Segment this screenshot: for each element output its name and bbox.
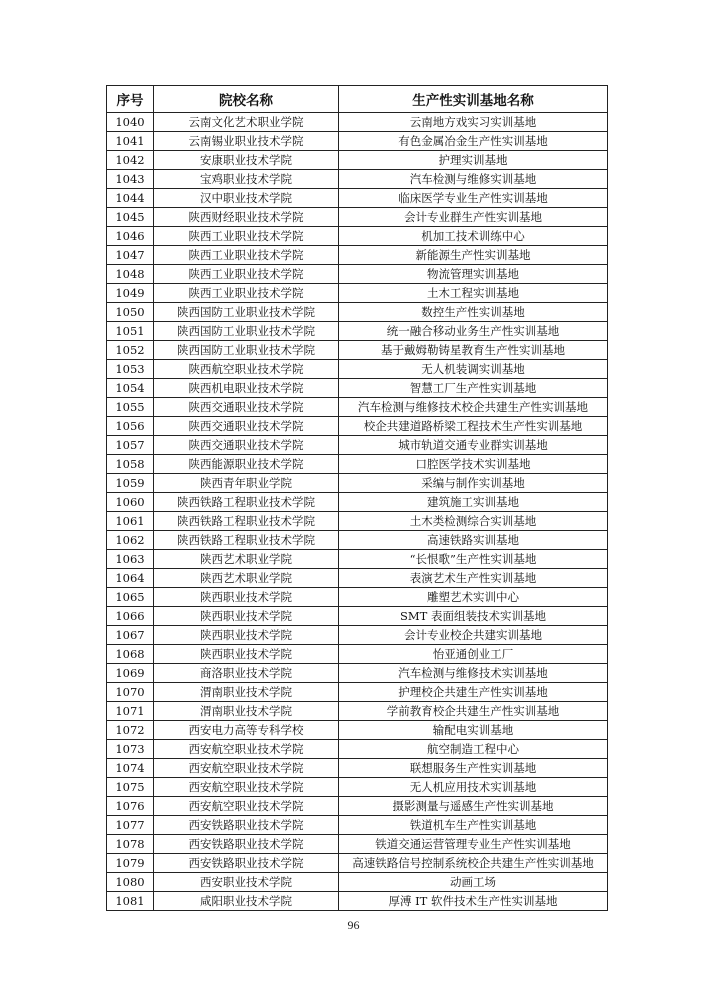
- row-school-cell: 渭南职业技术学院: [154, 683, 339, 702]
- row-id-cell: 1045: [107, 208, 154, 227]
- row-id-cell: 1049: [107, 284, 154, 303]
- table-row: [107, 417, 608, 436]
- row-school-cell: 宝鸡职业技术学院: [154, 170, 339, 189]
- row-id-cell: 1081: [107, 892, 154, 911]
- row-base-cell: 城市轨道交通专业群实训基地: [339, 436, 608, 455]
- row-base-cell: 校企共建道路桥梁工程技术生产性实训基地: [339, 417, 608, 436]
- row-base-cell: 怡亚通创业工厂: [339, 645, 608, 664]
- table-row: [107, 626, 608, 645]
- row-school-cell: 咸阳职业技术学院: [154, 892, 339, 911]
- row-base-cell: 厚溥 IT 软件技术生产性实训基地: [339, 892, 608, 911]
- row-base-cell: 汽车检测与维修技术实训基地: [339, 664, 608, 683]
- row-id-cell: 1040: [107, 113, 154, 132]
- row-school-cell: 陕西工业职业技术学院: [154, 284, 339, 303]
- table-row: [107, 341, 608, 360]
- table-row: [107, 398, 608, 417]
- row-id-cell: 1044: [107, 189, 154, 208]
- row-base-cell: 建筑施工实训基地: [339, 493, 608, 512]
- table-row: [107, 740, 608, 759]
- row-school-cell: 陕西青年职业学院: [154, 474, 339, 493]
- row-school-cell: 西安航空职业技术学院: [154, 740, 339, 759]
- row-base-cell: 航空制造工程中心: [339, 740, 608, 759]
- row-base-cell: 高速铁路实训基地: [339, 531, 608, 550]
- row-school-cell: 陕西交通职业技术学院: [154, 417, 339, 436]
- table-row: [107, 835, 608, 854]
- row-school-cell: 商洛职业技术学院: [154, 664, 339, 683]
- row-base-cell: 学前教育校企共建生产性实训基地: [339, 702, 608, 721]
- row-id-cell: 1066: [107, 607, 154, 626]
- header-base: 生产性实训基地名称: [339, 86, 608, 113]
- table-row: [107, 246, 608, 265]
- table-row: [107, 569, 608, 588]
- row-base-cell: 有色金属冶金生产性实训基地: [339, 132, 608, 151]
- row-id-cell: 1073: [107, 740, 154, 759]
- row-base-cell: 数控生产性实训基地: [339, 303, 608, 322]
- row-base-cell: 机加工技术训练中心: [339, 227, 608, 246]
- row-base-cell: 无人机应用技术实训基地: [339, 778, 608, 797]
- row-id-cell: 1064: [107, 569, 154, 588]
- row-school-cell: 西安电力高等专科学校: [154, 721, 339, 740]
- row-id-cell: 1046: [107, 227, 154, 246]
- row-base-cell: 雕塑艺术实训中心: [339, 588, 608, 607]
- row-school-cell: 云南文化艺术职业学院: [154, 113, 339, 132]
- row-school-cell: 陕西国防工业职业技术学院: [154, 341, 339, 360]
- row-base-cell: 护理实训基地: [339, 151, 608, 170]
- table-row: [107, 189, 608, 208]
- table-row: [107, 113, 608, 132]
- row-id-cell: 1059: [107, 474, 154, 493]
- row-school-cell: 陕西国防工业职业技术学院: [154, 303, 339, 322]
- row-base-cell: “长恨歌”生产性实训基地: [339, 550, 608, 569]
- table-row: [107, 721, 608, 740]
- row-id-cell: 1069: [107, 664, 154, 683]
- table-row: [107, 588, 608, 607]
- table-row: [107, 208, 608, 227]
- row-base-cell: SMT 表面组装技术实训基地: [339, 607, 608, 626]
- row-id-cell: 1053: [107, 360, 154, 379]
- row-base-cell: 新能源生产性实训基地: [339, 246, 608, 265]
- row-id-cell: 1076: [107, 797, 154, 816]
- row-id-cell: 1060: [107, 493, 154, 512]
- row-school-cell: 陕西航空职业技术学院: [154, 360, 339, 379]
- table-row: [107, 265, 608, 284]
- table-row: [107, 474, 608, 493]
- row-base-cell: 智慧工厂生产性实训基地: [339, 379, 608, 398]
- row-id-cell: 1072: [107, 721, 154, 740]
- row-base-cell: 摄影测量与遥感生产性实训基地: [339, 797, 608, 816]
- table-row: [107, 702, 608, 721]
- table-row: [107, 227, 608, 246]
- row-school-cell: 陕西职业技术学院: [154, 588, 339, 607]
- row-school-cell: 陕西铁路工程职业技术学院: [154, 493, 339, 512]
- row-school-cell: 陕西艺术职业学院: [154, 569, 339, 588]
- row-base-cell: 会计专业群生产性实训基地: [339, 208, 608, 227]
- table-row: [107, 284, 608, 303]
- row-school-cell: 陕西职业技术学院: [154, 607, 339, 626]
- table-row: [107, 531, 608, 550]
- row-id-cell: 1042: [107, 151, 154, 170]
- row-base-cell: 表演艺术生产性实训基地: [339, 569, 608, 588]
- row-school-cell: 陕西交通职业技术学院: [154, 436, 339, 455]
- row-id-cell: 1063: [107, 550, 154, 569]
- row-base-cell: 高速铁路信号控制系统校企共建生产性实训基地: [339, 854, 608, 873]
- row-base-cell: 采编与制作实训基地: [339, 474, 608, 493]
- row-id-cell: 1068: [107, 645, 154, 664]
- row-id-cell: 1048: [107, 265, 154, 284]
- row-base-cell: 动画工场: [339, 873, 608, 892]
- row-base-cell: 联想服务生产性实训基地: [339, 759, 608, 778]
- table-row: [107, 664, 608, 683]
- table-row: [107, 360, 608, 379]
- row-base-cell: 统一融合移动业务生产性实训基地: [339, 322, 608, 341]
- table-row: [107, 854, 608, 873]
- row-school-cell: 西安航空职业技术学院: [154, 797, 339, 816]
- table-row: [107, 303, 608, 322]
- table-row: [107, 759, 608, 778]
- row-id-cell: 1074: [107, 759, 154, 778]
- row-base-cell: 汽车检测与维修实训基地: [339, 170, 608, 189]
- row-base-cell: 云南地方戏实习实训基地: [339, 113, 608, 132]
- table-row: [107, 778, 608, 797]
- row-school-cell: 陕西工业职业技术学院: [154, 265, 339, 284]
- row-id-cell: 1071: [107, 702, 154, 721]
- row-id-cell: 1080: [107, 873, 154, 892]
- row-school-cell: 陕西机电职业技术学院: [154, 379, 339, 398]
- row-base-cell: 土木工程实训基地: [339, 284, 608, 303]
- table-row: [107, 436, 608, 455]
- table-row: [107, 322, 608, 341]
- row-id-cell: 1057: [107, 436, 154, 455]
- table-row: [107, 512, 608, 531]
- row-id-cell: 1061: [107, 512, 154, 531]
- row-school-cell: 西安航空职业技术学院: [154, 759, 339, 778]
- row-base-cell: 临床医学专业生产性实训基地: [339, 189, 608, 208]
- header-id: 序号: [107, 86, 154, 113]
- row-school-cell: 云南锡业职业技术学院: [154, 132, 339, 151]
- row-school-cell: 陕西艺术职业学院: [154, 550, 339, 569]
- training-base-table: [106, 85, 608, 911]
- table-row: [107, 493, 608, 512]
- row-id-cell: 1077: [107, 816, 154, 835]
- row-base-cell: 铁道机车生产性实训基地: [339, 816, 608, 835]
- table-row: [107, 607, 608, 626]
- row-school-cell: 安康职业技术学院: [154, 151, 339, 170]
- row-base-cell: 物流管理实训基地: [339, 265, 608, 284]
- row-school-cell: 汉中职业技术学院: [154, 189, 339, 208]
- row-school-cell: 陕西职业技术学院: [154, 645, 339, 664]
- row-school-cell: 陕西工业职业技术学院: [154, 246, 339, 265]
- row-id-cell: 1070: [107, 683, 154, 702]
- row-id-cell: 1058: [107, 455, 154, 474]
- row-school-cell: 陕西财经职业技术学院: [154, 208, 339, 227]
- table-row: [107, 132, 608, 151]
- row-base-cell: 口腔医学技术实训基地: [339, 455, 608, 474]
- table-row: [107, 170, 608, 189]
- table-row: [107, 550, 608, 569]
- row-school-cell: 西安铁路职业技术学院: [154, 854, 339, 873]
- row-id-cell: 1050: [107, 303, 154, 322]
- table-body: [107, 113, 608, 911]
- row-id-cell: 1043: [107, 170, 154, 189]
- table-row: [107, 683, 608, 702]
- header-school: 院校名称: [154, 86, 339, 113]
- row-id-cell: 1054: [107, 379, 154, 398]
- row-base-cell: 铁道交通运营管理专业生产性实训基地: [339, 835, 608, 854]
- row-base-cell: 基于戴姆勒铸星教育生产性实训基地: [339, 341, 608, 360]
- row-school-cell: 陕西工业职业技术学院: [154, 227, 339, 246]
- row-school-cell: 陕西能源职业技术学院: [154, 455, 339, 474]
- row-school-cell: 陕西铁路工程职业技术学院: [154, 531, 339, 550]
- row-school-cell: 陕西国防工业职业技术学院: [154, 322, 339, 341]
- row-school-cell: 陕西交通职业技术学院: [154, 398, 339, 417]
- row-id-cell: 1062: [107, 531, 154, 550]
- row-base-cell: 无人机装调实训基地: [339, 360, 608, 379]
- row-id-cell: 1079: [107, 854, 154, 873]
- row-school-cell: 渭南职业技术学院: [154, 702, 339, 721]
- row-id-cell: 1055: [107, 398, 154, 417]
- row-id-cell: 1078: [107, 835, 154, 854]
- row-id-cell: 1065: [107, 588, 154, 607]
- table-row: [107, 645, 608, 664]
- row-id-cell: 1051: [107, 322, 154, 341]
- row-id-cell: 1052: [107, 341, 154, 360]
- table-row: [107, 816, 608, 835]
- row-school-cell: 西安职业技术学院: [154, 873, 339, 892]
- table-header-row: [107, 86, 608, 113]
- page-number: 96: [347, 918, 360, 932]
- row-school-cell: 陕西职业技术学院: [154, 626, 339, 645]
- row-base-cell: 护理校企共建生产性实训基地: [339, 683, 608, 702]
- row-base-cell: 输配电实训基地: [339, 721, 608, 740]
- row-school-cell: 陕西铁路工程职业技术学院: [154, 512, 339, 531]
- row-base-cell: 会计专业校企共建实训基地: [339, 626, 608, 645]
- row-id-cell: 1067: [107, 626, 154, 645]
- table-row: [107, 455, 608, 474]
- row-id-cell: 1056: [107, 417, 154, 436]
- table-row: [107, 797, 608, 816]
- row-base-cell: 土木类检测综合实训基地: [339, 512, 608, 531]
- row-school-cell: 西安铁路职业技术学院: [154, 816, 339, 835]
- row-base-cell: 汽车检测与维修技术校企共建生产性实训基地: [339, 398, 608, 417]
- row-id-cell: 1047: [107, 246, 154, 265]
- table-row: [107, 892, 608, 911]
- row-school-cell: 西安航空职业技术学院: [154, 778, 339, 797]
- row-id-cell: 1041: [107, 132, 154, 151]
- table-row: [107, 379, 608, 398]
- table-row: [107, 873, 608, 892]
- row-id-cell: 1075: [107, 778, 154, 797]
- table-row: [107, 151, 608, 170]
- row-school-cell: 西安铁路职业技术学院: [154, 835, 339, 854]
